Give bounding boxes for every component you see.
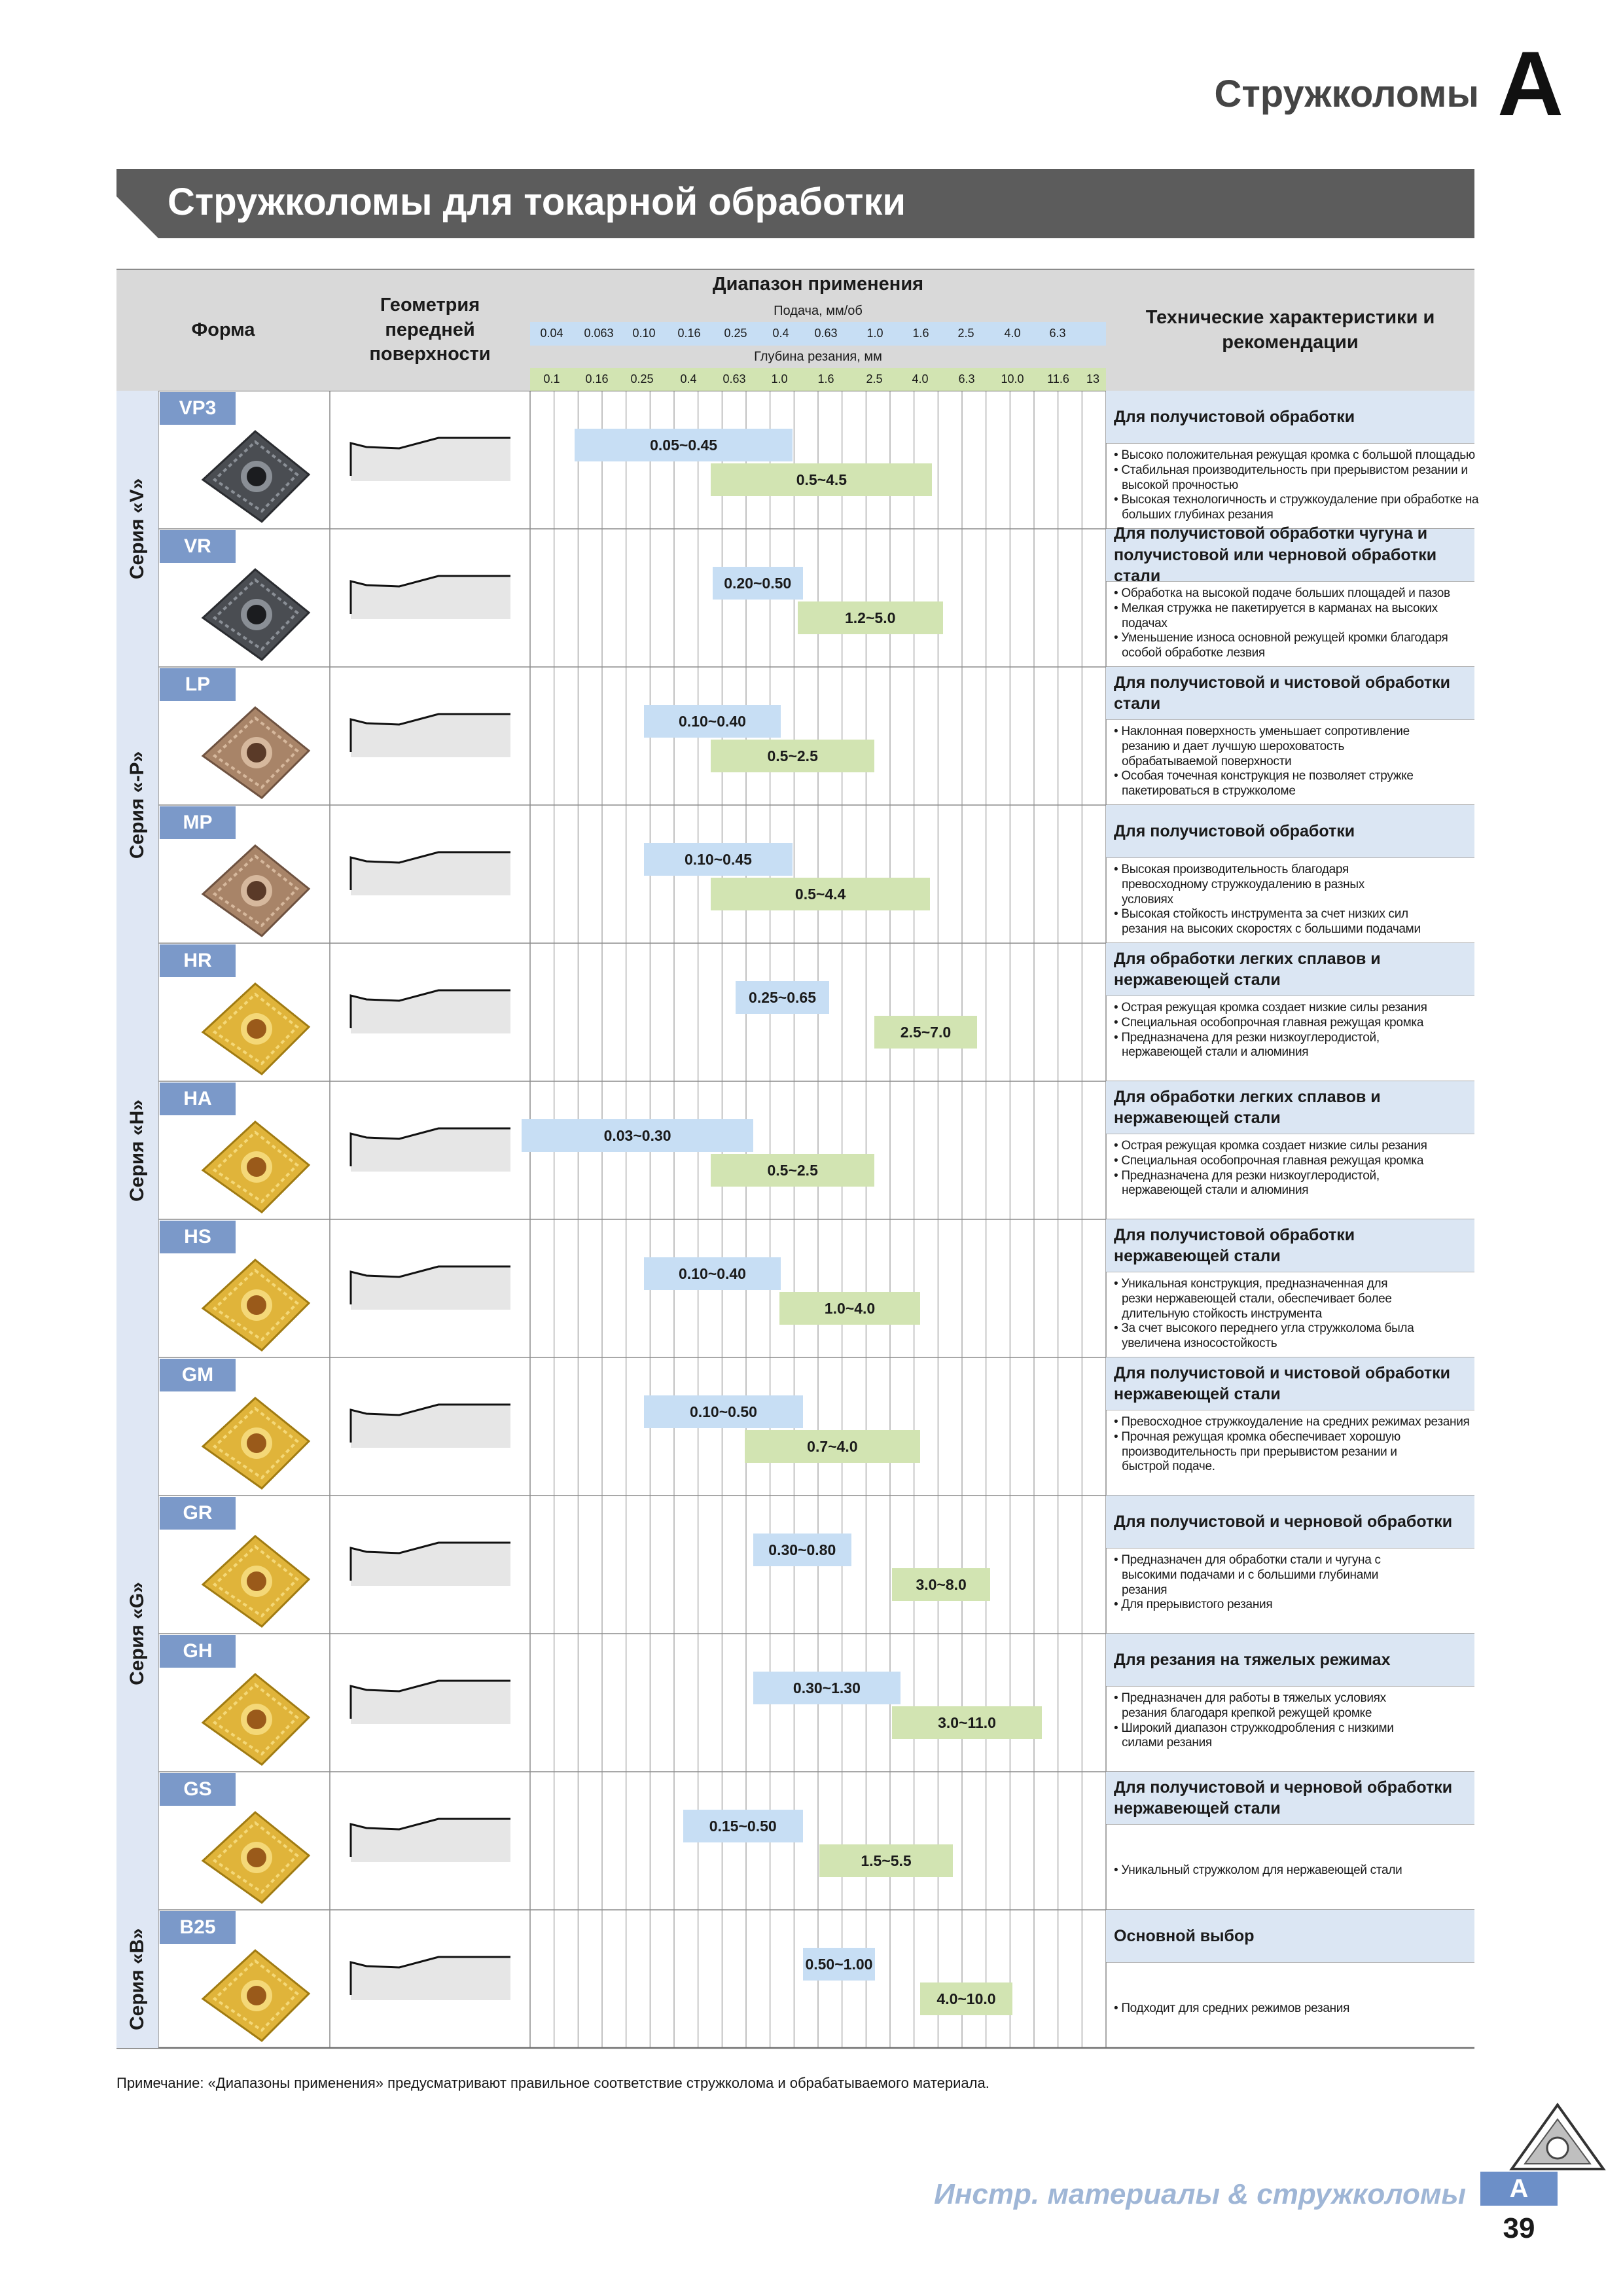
series-label: Серия «V» (126, 478, 148, 580)
tech-note-line: резания (1122, 1583, 1168, 1597)
tech-note-line: • Предназначен для работы в тяжелых условиях (1114, 1691, 1386, 1705)
chipbreaker-code: GS (160, 1773, 236, 1806)
chipbreaker-code: HA (160, 1083, 236, 1115)
page-section-title: Стружколомы (1214, 73, 1479, 115)
tech-note-line: условиях (1122, 892, 1173, 906)
tech-note-line: • Острая режущая кромка создает низкие силы резания (1114, 1001, 1427, 1014)
feed-range-bar: 0.10~0.40 (644, 1257, 781, 1290)
tech-note-line: • Наклонная поверхность уменьшает сопротивление (1114, 725, 1410, 738)
feed-range-bar: 0.05~0.45 (575, 429, 793, 461)
tech-note-line: особой обработке лезвия (1122, 646, 1265, 660)
rake-geometry-icon (347, 706, 517, 765)
feed-tick-label: 6.3 (1049, 327, 1066, 340)
rake-geometry-icon (347, 1811, 517, 1870)
tech-note-line: • Уникальный стружколом для нержавеющей стали (1114, 1863, 1402, 1877)
depth-tick-label: 10.0 (1001, 372, 1024, 386)
depth-tick-label: 1.6 (817, 372, 834, 386)
tech-note-line: резания благодаря крепкой режущей кромке (1122, 1706, 1372, 1720)
tech-note-line: подачах (1122, 616, 1168, 630)
insert-icon (196, 565, 314, 664)
depth-tick-label: 1.0 (771, 372, 788, 386)
tech-note-line: • Для прерывистого резания (1114, 1598, 1273, 1612)
feed-range-bar: 0.10~0.50 (644, 1395, 803, 1428)
tech-note-line: • Обработка на высокой подаче больших площадей и пазов (1114, 586, 1450, 600)
tech-title: Для получистовой обработки (1106, 391, 1474, 443)
rake-geometry-icon (347, 844, 517, 903)
tech-note-line: резанию и дает лучшую шероховатость (1122, 739, 1345, 753)
depth-range-bar: 2.5~7.0 (874, 1016, 977, 1049)
feed-range-bar: 0.30~0.80 (753, 1534, 851, 1566)
tech-note-line: • Предназначен для обработки стали и чугуна с (1114, 1553, 1381, 1567)
rake-geometry-icon (347, 1121, 517, 1179)
tech-notes (1106, 1277, 1474, 1352)
tech-note-line: • Мелкая стружка не пакетируется в карманах на высоких (1114, 601, 1438, 615)
feed-tick-label: 0.04 (540, 327, 563, 340)
tech-title: Для обработки легких сплавов и нержавеющей стали (1106, 1081, 1474, 1134)
tech-notes (1106, 1139, 1474, 1198)
depth-tick-label: 6.3 (958, 372, 975, 386)
rake-geometry-icon (347, 1397, 517, 1456)
tech-title: Для получистовой обработки чугуна и получистовой или черновой обработки стали (1106, 529, 1474, 581)
insert-icon (196, 1532, 314, 1630)
tech-notes (1106, 1863, 1474, 1878)
feed-range-bar: 0.15~0.50 (683, 1810, 803, 1842)
tech-note-line: нержавеющей стали и алюминия (1122, 1183, 1309, 1198)
header-form: Форма (116, 270, 330, 391)
rake-geometry-icon (347, 982, 517, 1041)
banner-title: Стружколомы для токарной обработки (168, 181, 906, 223)
feed-range-bar: 0.10~0.45 (644, 843, 793, 876)
tech-note-line: резания на высоких скоростях с большими подачами (1122, 922, 1421, 937)
tech-note-line: • Высокая стойкость инструмента за счет низких сил (1114, 907, 1408, 922)
chipbreaker-code: VP3 (160, 392, 236, 425)
insert-icon (196, 1946, 314, 2045)
insert-icon (196, 1808, 314, 1907)
section-letter: A (1497, 32, 1564, 135)
series-label: Серия «-P» (126, 751, 148, 859)
tech-note-line: увеличена износостойкость (1122, 1336, 1277, 1351)
chipbreaker-code: GR (160, 1497, 236, 1530)
header-depth-label: Глубина резания, мм (530, 346, 1106, 368)
tech-note-line: длительную стойкость инструмента (1122, 1306, 1322, 1321)
tech-note-line: • Прочная режущая кромка обеспечивает хорошую (1114, 1429, 1400, 1444)
insert-icon (196, 1118, 314, 1216)
tech-title: Для обработки легких сплавов и нержавеющей стали (1106, 943, 1474, 996)
rake-geometry-icon (347, 1535, 517, 1594)
tech-title: Для получистовой и чистовой обработки стали (1106, 667, 1474, 719)
series-label: Серия «B» (126, 1928, 148, 2030)
rake-geometry-icon (347, 1949, 517, 2008)
depth-range-bar: 3.0~11.0 (892, 1706, 1042, 1739)
depth-range-bar: 0.5~2.5 (711, 740, 874, 772)
depth-range-bar: 0.5~4.5 (711, 463, 932, 496)
header-feed-label: Подача, мм/об (530, 300, 1106, 322)
tech-title: Основной выбор (1106, 1910, 1474, 1962)
depth-tick-label: 0.4 (680, 372, 697, 386)
feed-range-bar: 0.20~0.50 (713, 567, 803, 600)
tech-notes (1106, 725, 1474, 799)
tech-note-line: • Предназначена для резки низкоуглеродистой, (1114, 1030, 1380, 1045)
feed-tick-label: 0.10 (632, 327, 656, 340)
depth-tick-label: 0.16 (585, 372, 609, 386)
tech-notes (1106, 1691, 1474, 1751)
depth-range-bar: 1.2~5.0 (798, 601, 943, 634)
tech-note-line: • Стабильная производительность при прерывистом резании и (1114, 463, 1468, 477)
tech-note-line: быстрой подаче. (1122, 1460, 1215, 1474)
rake-geometry-icon (347, 430, 517, 489)
feed-tick-label: 2.5 (957, 327, 974, 340)
tech-note-line: • За счет высокого переднего угла стружколома была (1114, 1321, 1414, 1336)
insert-icon (196, 1256, 314, 1354)
depth-range-bar: 3.0~8.0 (892, 1568, 990, 1601)
tech-note-line: превосходному стружкоудалению в разных (1122, 877, 1364, 891)
tech-note-line: нержавеющей стали и алюминия (1122, 1045, 1309, 1060)
header-tech: Технические характеристики и рекомендации (1106, 270, 1474, 391)
feed-tick-label: 1.6 (912, 327, 929, 340)
tech-note-line: • Подходит для средних режимов резания (1114, 2001, 1350, 2015)
feed-tick-label: 0.16 (677, 327, 701, 340)
feed-tick-label: 1.0 (866, 327, 883, 340)
tech-notes (1106, 1415, 1474, 1475)
tech-note-line: • Превосходное стружкоудаление на средних режимах резания (1114, 1415, 1470, 1429)
tech-notes (1106, 863, 1474, 937)
chipbreaker-code: HS (160, 1221, 236, 1253)
rake-geometry-icon (347, 1259, 517, 1318)
rake-geometry-icon (347, 1673, 517, 1732)
insert-icon (196, 704, 314, 802)
feed-range-bar: 0.03~0.30 (522, 1119, 753, 1152)
feed-tick-label: 4.0 (1004, 327, 1021, 340)
feed-tick-label: 0.4 (772, 327, 789, 340)
feed-range-bar: 0.30~1.30 (753, 1672, 901, 1704)
insert-icon (196, 427, 314, 526)
tech-notes (1106, 1553, 1474, 1613)
feed-tick-label: 0.063 (584, 327, 614, 340)
tech-note-line: • Высокая производительность благодаря (1114, 863, 1349, 876)
chipbreaker-code: B25 (160, 1911, 236, 1944)
tech-notes (1106, 1001, 1474, 1060)
tech-note-line: производительность при прерывистом резании и (1122, 1444, 1397, 1459)
tech-note-line: • Острая режущая кромка создает низкие силы резания (1114, 1139, 1427, 1153)
footer-caption: Инстр. материалы & стружколомы (934, 2178, 1466, 2210)
tech-note-line: резки нержавеющей стали, обеспечивает более (1122, 1291, 1392, 1306)
tech-note-line: высокими подачами и с большими глубинами (1122, 1568, 1379, 1582)
depth-range-bar: 4.0~10.0 (920, 1982, 1012, 2015)
depth-range-bar: 0.5~2.5 (711, 1154, 874, 1187)
tech-note-line: обрабатываемой поверхности (1122, 754, 1292, 768)
chipbreaker-code: MP (160, 806, 236, 839)
tech-notes (1106, 2001, 1474, 2017)
insert-icon (196, 1394, 314, 1492)
footnote: Примечание: «Диапазоны применения» предусматривают правильное соответствие стружколома и обрабатываемого материала. (116, 2075, 990, 2091)
tech-title: Для получистовой обработки (1106, 805, 1474, 857)
footer-section-tab: A (1480, 2172, 1558, 2206)
tech-title: Для получистовой и чистовой обработки нержавеющей стали (1106, 1357, 1474, 1410)
insert-icon (196, 980, 314, 1078)
tech-note-line: • Уникальная конструкция, предназначенная для (1114, 1277, 1388, 1291)
header-geometry: Геометрия передней поверхности (330, 270, 530, 391)
tech-note-line: силами резания (1122, 1736, 1212, 1750)
tech-note-line: • Высокая технологичность и стружкоудаление при обработке на (1114, 493, 1479, 507)
tech-note-line: больших глубинах резания (1122, 508, 1274, 522)
insert-logo-icon (1505, 2101, 1610, 2173)
tech-note-line: • Широкий диапазон стружкодробления с низкими (1114, 1721, 1394, 1735)
rake-geometry-icon (347, 568, 517, 627)
depth-range-bar: 1.5~5.5 (819, 1844, 953, 1877)
tech-note-line: • Предназначена для резки низкоуглеродистой, (1114, 1168, 1380, 1183)
tech-note-line: • Особая точечная конструкция не позволяет стружке (1114, 769, 1414, 783)
tech-note-line: • Высоко положительная режущая кромка с большой площадью (1114, 448, 1475, 462)
depth-tick-label: 0.63 (722, 372, 746, 386)
tech-title: Для резания на тяжелых режимах (1106, 1634, 1474, 1686)
tech-title: Для получистовой и черновой обработки (1106, 1496, 1474, 1548)
feed-tick-label: 0.25 (724, 327, 747, 340)
insert-icon (196, 842, 314, 940)
depth-tick-label: 13 (1086, 372, 1100, 386)
series-label: Серия «H» (126, 1099, 148, 1202)
feed-range-bar: 0.50~1.00 (803, 1948, 875, 1981)
depth-range-bar: 0.5~4.4 (711, 878, 930, 910)
tech-notes (1106, 586, 1474, 661)
tech-note-line: • Специальная особопрочная главная режущая кромка (1114, 1153, 1424, 1168)
insert-icon (196, 1670, 314, 1768)
depth-tick-label: 2.5 (866, 372, 883, 386)
chipbreaker-code: LP (160, 668, 236, 701)
chipbreaker-code: VR (160, 530, 236, 563)
tech-title: Для получистовой и черновой обработки нержавеющей стали (1106, 1772, 1474, 1824)
feed-range-bar: 0.10~0.40 (644, 705, 781, 738)
depth-tick-label: 0.1 (543, 372, 560, 386)
feed-tick-label: 0.63 (814, 327, 838, 340)
tech-note-line: пакетироваться в стружколоме (1122, 784, 1296, 798)
page-number: 39 (1503, 2212, 1535, 2244)
chipbreaker-code: HR (160, 944, 236, 977)
tech-note-line: • Специальная особопрочная главная режущая кромка (1114, 1015, 1424, 1030)
tech-notes (1106, 448, 1479, 523)
chipbreaker-code: GM (160, 1359, 236, 1391)
tech-note-line: высокой прочностью (1122, 478, 1238, 492)
depth-tick-label: 0.25 (630, 372, 654, 386)
depth-range-bar: 0.7~4.0 (745, 1430, 920, 1463)
header-range: Диапазон применения (530, 270, 1106, 300)
tech-note-line: • Уменьшение износа основной режущей кромки благодаря (1114, 631, 1448, 645)
feed-range-bar: 0.25~0.65 (736, 981, 829, 1014)
tech-title: Для получистовой обработки нержавеющей стали (1106, 1219, 1474, 1272)
depth-tick-label: 11.6 (1047, 372, 1069, 386)
depth-range-bar: 1.0~4.0 (779, 1292, 920, 1325)
chipbreaker-code: GH (160, 1635, 236, 1668)
depth-tick-label: 4.0 (912, 372, 929, 386)
series-label: Серия «G» (126, 1582, 148, 1685)
